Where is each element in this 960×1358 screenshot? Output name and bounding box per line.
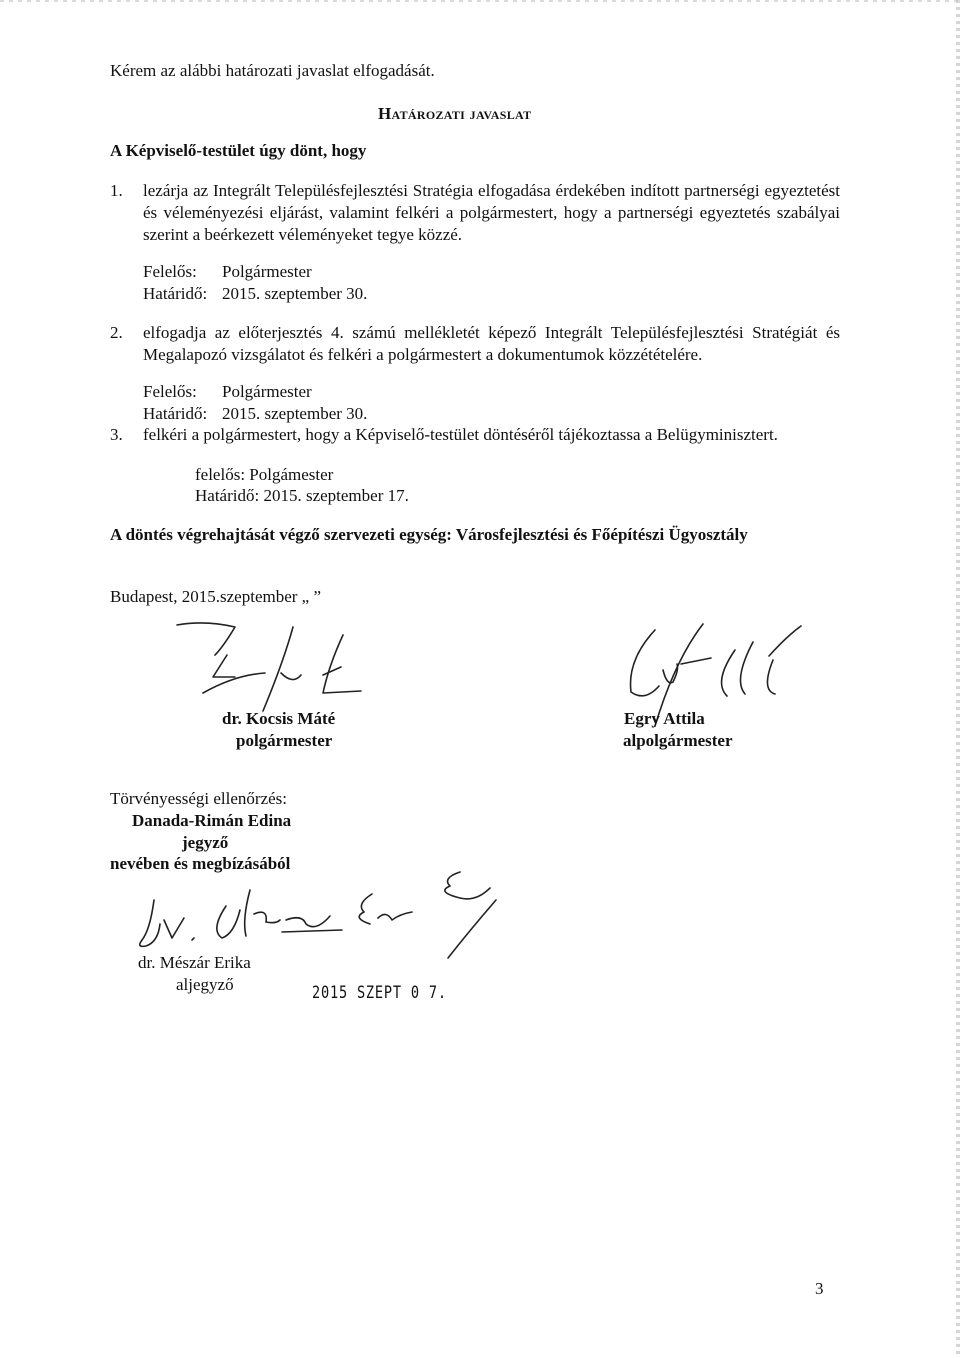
item-2-deadline: 2015. szeptember 30.	[222, 404, 368, 423]
scan-edge-top	[0, 0, 960, 2]
notary-authority: nevében és megbízásából	[110, 854, 291, 873]
page-number: 3	[815, 1279, 824, 1298]
intro-text: Kérem az alábbi határozati javaslat elfogadását.	[110, 61, 435, 80]
notary-name: Danada-Rimán Edina	[132, 811, 292, 830]
deputy-notary-name: dr. Mészár Erika	[138, 953, 251, 972]
decision-lead: A Képviselő-testület úgy dönt, hogy	[110, 141, 367, 160]
notary-title: jegyző	[182, 833, 229, 852]
item-1-responsible: Polgármester	[222, 262, 312, 281]
execution-unit: A döntés végrehajtását végző szervezeti egység: Városfejlesztési és Főépítészi Ügyosztály	[110, 525, 748, 544]
item-1-deadline: 2015. szeptember 30.	[222, 284, 368, 303]
deputy-mayor-name: Egry Attila	[624, 709, 705, 728]
item-1-number: 1.	[110, 181, 123, 200]
item-3-responsible: felelős: Polgámester	[195, 465, 334, 484]
scan-edge-right	[956, 0, 960, 1358]
item-3-deadline: Határidő: 2015. szeptember 17.	[195, 486, 409, 505]
item-1-deadline-label: Határidő:	[143, 284, 208, 303]
mayor-name: dr. Kocsis Máté	[222, 709, 336, 728]
item-2-responsible-label: Felelős:	[143, 382, 197, 401]
place-date: Budapest, 2015.szeptember „ ”	[110, 587, 322, 606]
item-2-number: 2.	[110, 323, 123, 342]
date-stamp: 2015 SZEPT 0 7.	[312, 983, 447, 1003]
item-1-text: lezárja az Integrált Településfejlesztési Stratégia elfogadása érdekében indított partnerségi egyeztetést és véleményezési eljárást, valamint felkéri a polgármestert, hogy a partnerségi egyeztetés szabályai szerint a beérkezett véleményeket tegye közzé.	[143, 181, 840, 244]
deputy-notary-title: aljegyző	[176, 975, 234, 994]
legality-label: Törvényességi ellenőrzés:	[110, 789, 288, 808]
item-3-number: 3.	[110, 425, 123, 444]
proposal-heading: Határozati javaslat	[378, 104, 532, 123]
item-2-deadline-label: Határidő:	[143, 404, 208, 423]
item-2-text: elfogadja az előterjesztés 4. számú mellékletét képező Integrált Településfejlesztési Stratégiát és Megalapozó vizsgálatot és felkéri a polgármestert a dokumentumok közzétételére.	[143, 323, 840, 364]
mayor-title: polgármester	[236, 731, 333, 750]
item-1-responsible-label: Felelős:	[143, 262, 197, 281]
item-3-text: felkéri a polgármestert, hogy a Képviselő-testület döntéséről tájékoztassa a Belügyminisztert.	[143, 425, 778, 444]
mayor-signature	[175, 615, 375, 715]
deputy-mayor-title: alpolgármester	[623, 731, 733, 750]
item-2-responsible: Polgármester	[222, 382, 312, 401]
